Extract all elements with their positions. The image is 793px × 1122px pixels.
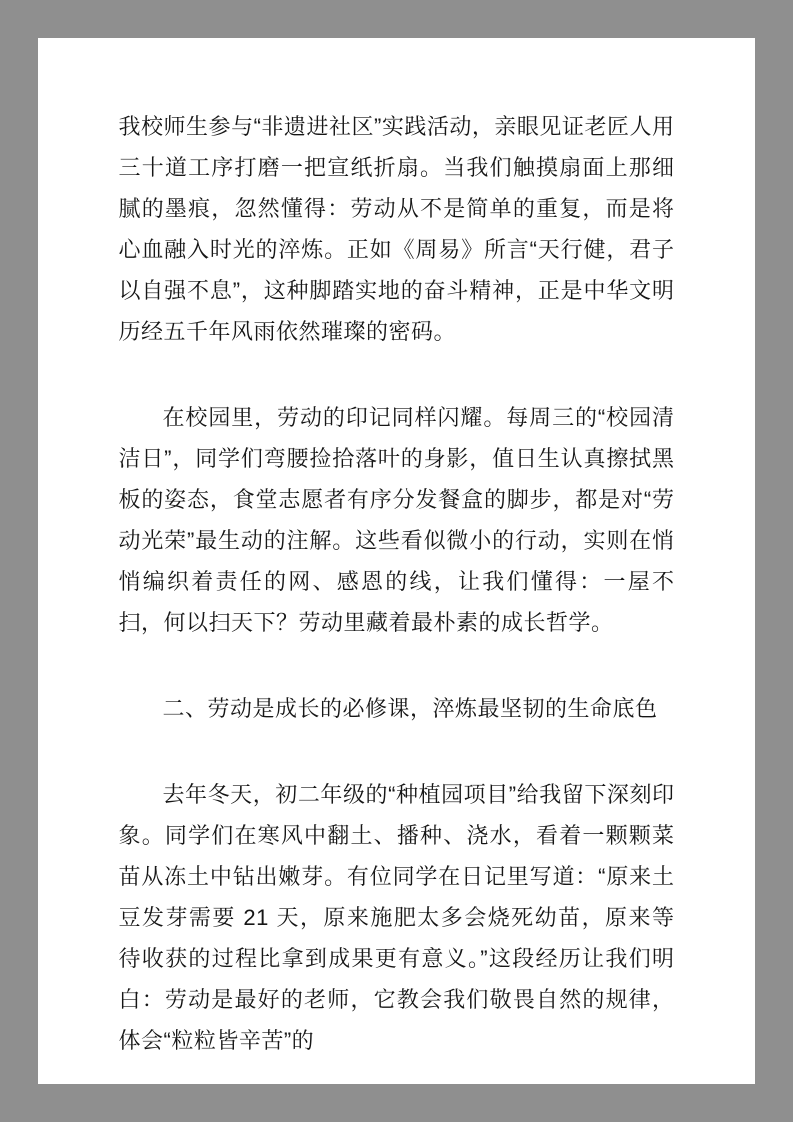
document-page [38,38,755,1084]
paragraph-campus-labor: 在校园里，劳动的印记同样闪耀。每周三的“校园清洁日”，同学们弯腰捡拾落叶的身影，值日生认真擦拭黑板的姿态，食堂志愿者有序分发餐盒的脚步，都是对“劳动光荣”最生动的注解。这些看似微小的行动，实则在悄悄编织着责任的网、感恩的线，让我们懂得：一屋不扫，何以扫天下？劳动里藏着最朴素的成长哲学。 [118,405,675,635]
paragraph-planting-project: 去年冬天，初二年级的“种植园项目”给我留下深刻印象。同学们在寒风中翻土、播种、浇水，看着一颗颗菜苗从冻土中钻出嫩芽。有位同学在日记里写道：“原来土豆发芽需要 21 天，原来施肥太多会烧死幼苗，原来等待收获的过程比拿到成果更有意义。”这段经历让我们明白：劳动是最好的老师，它教会我们敬畏自然的规律，体会“粒粒皆辛苦”的 [118,782,675,1053]
section-heading-2: 二、劳动是成长的必修课，淬炼最坚韧的生命底色 [162,696,658,721]
paragraph-continuation: 我校师生参与“非遗进社区”实践活动，亲眼见证老匠人用三十道工序打磨一把宣纸折扇。当我们触摸扇面上那细腻的墨痕，忽然懂得：劳动从不是简单的重复，而是将心血融入时光的淬炼。正如《周易》所言“天行健，君子以自强不息”，这种脚踏实地的奋斗精神，正是中华文明历经五千年风雨依然璀璨的密码。 [118,114,675,344]
document-text-content [119,38,675,1061]
